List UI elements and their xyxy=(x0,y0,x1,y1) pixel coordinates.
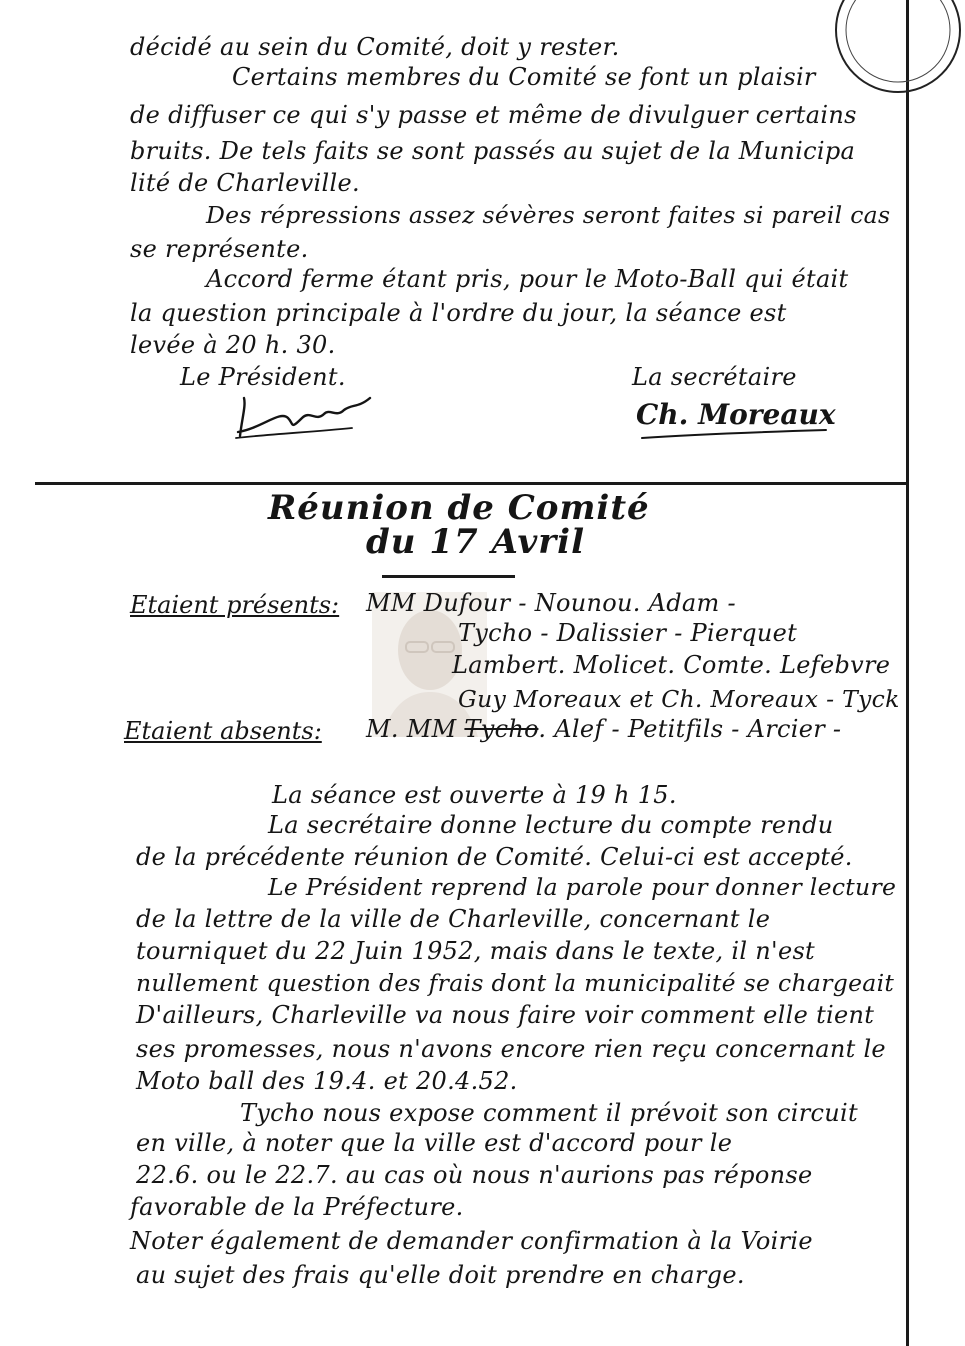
text-line: la question principale à l'ordre du jour, la séance est xyxy=(130,299,787,327)
body-line: La secrétaire donne lecture du compte rendu xyxy=(268,811,834,839)
body-line: tourniquet du 22 Juin 1952, mais dans le texte, il n'est xyxy=(136,937,816,965)
absent-names: . Alef - Petitfils - Arcier - xyxy=(538,715,842,743)
text-line: levée à 20 h. 30. xyxy=(130,331,336,359)
body-line: Moto ball des 19.4. et 20.4.52. xyxy=(136,1067,518,1095)
text-line: de diffuser ce qui s'y passe et même de divulguer certains xyxy=(130,101,857,129)
secretary-label: La secrétaire xyxy=(632,363,797,391)
text-line: bruits. De tels faits se sont passés au sujet de la Municipa xyxy=(130,137,856,165)
present-line: Lambert. Molicet. Comte. Lefebvre xyxy=(452,651,891,679)
body-line: Tycho nous expose comment il prévoit son circuit xyxy=(240,1099,858,1127)
body-line: ses promesses, nous n'avons encore rien reçu concernant le xyxy=(136,1035,886,1063)
body-line: favorable de la Préfecture. xyxy=(130,1193,464,1221)
president-signature xyxy=(232,388,392,448)
text-line: décidé au sein du Comité, doit y rester. xyxy=(130,33,620,61)
title-underline xyxy=(382,575,515,578)
absent-prefix: M. MM xyxy=(366,715,457,743)
meeting-title: Réunion de Comité xyxy=(268,488,650,528)
archive-stamp xyxy=(820,0,965,110)
text-line: Accord ferme étant pris, pour le Moto-Ball qui était xyxy=(206,265,849,293)
absent-label: Etaient absents: xyxy=(124,717,322,745)
body-line: Le Président reprend la parole pour donner lecture xyxy=(268,873,897,901)
page-border-line xyxy=(906,0,909,1346)
body-line: La séance est ouverte à 19 h 15. xyxy=(272,781,677,809)
body-line: Noter également de demander confirmation à la Voirie xyxy=(130,1227,813,1255)
absent-struck-name: Tycho xyxy=(464,715,539,743)
text-line: Des répressions assez sévères seront faites si pareil cas xyxy=(206,201,891,229)
meeting-date: du 17 Avril xyxy=(366,522,585,562)
present-line: Guy Moreaux et Ch. Moreaux - Tyck xyxy=(458,685,900,713)
absent-line xyxy=(366,714,841,744)
text-line: Certains membres du Comité se font un plaisir xyxy=(232,63,816,91)
present-label: Etaient présents: xyxy=(130,591,340,619)
text-line: se représente. xyxy=(130,235,309,263)
president-label: Le Président. xyxy=(180,363,346,391)
body-line: de la lettre de la ville de Charleville, concernant le xyxy=(136,905,771,933)
present-line: MM Dufour - Nounou. Adam - xyxy=(366,589,736,617)
body-line: 22.6. ou le 22.7. au cas où nous n'aurions pas réponse xyxy=(136,1161,813,1189)
section-divider xyxy=(35,482,907,485)
body-line: D'ailleurs, Charleville va nous faire voir comment elle tient xyxy=(136,1001,875,1029)
secretary-signature-underline xyxy=(640,428,830,442)
body-line: nullement question des frais dont la municipalité se chargeait xyxy=(136,969,895,997)
body-line: en ville, à noter que la ville est d'accord pour le xyxy=(136,1129,733,1157)
body-line: au sujet des frais qu'elle doit prendre en charge. xyxy=(136,1261,745,1289)
present-line: Tycho - Dalissier - Pierquet xyxy=(458,619,798,647)
body-line: de la précédente réunion de Comité. Celui-ci est accepté. xyxy=(136,843,853,871)
text-line: lité de Charleville. xyxy=(130,169,360,197)
secretary-signature: Ch. Moreaux xyxy=(636,398,836,431)
